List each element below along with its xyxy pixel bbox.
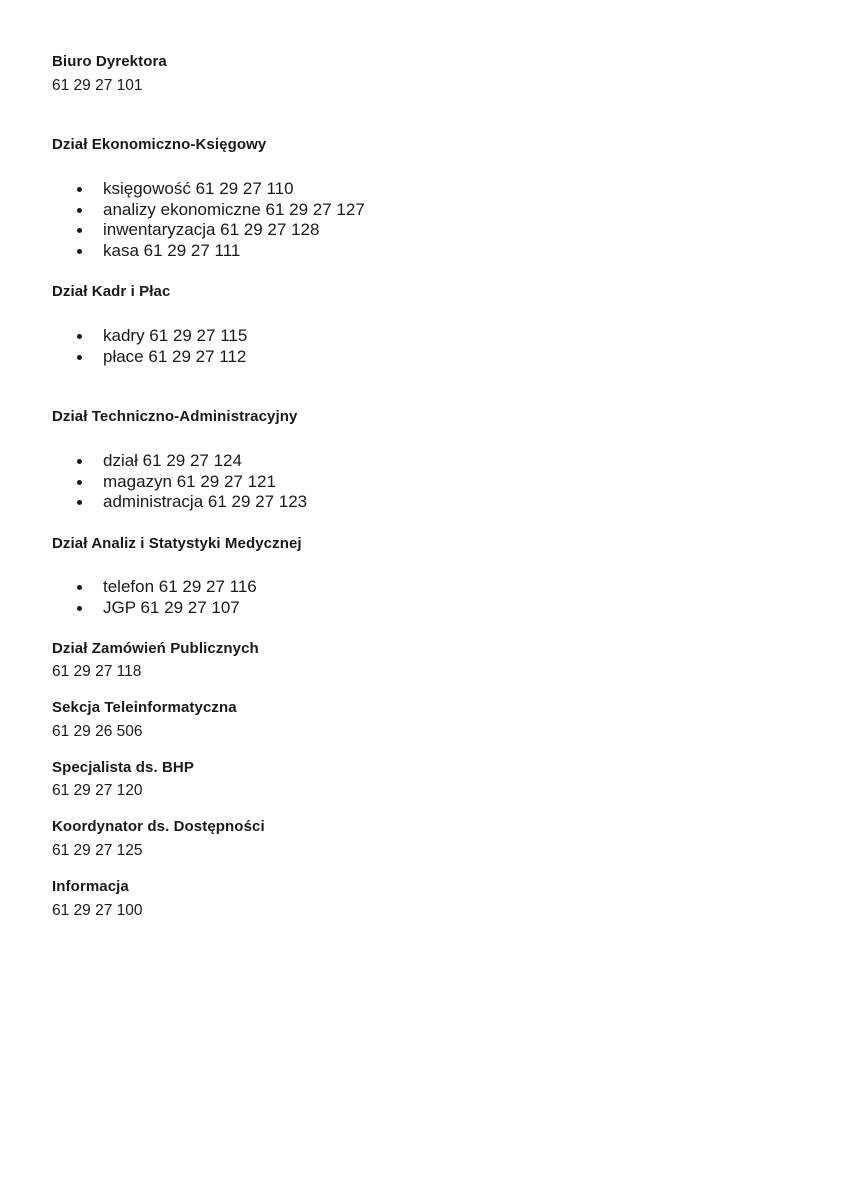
list-item-text: kadry 61 29 27 115 xyxy=(103,326,248,345)
section-heading-kadr-i-plac: Dział Kadr i Płac xyxy=(52,283,171,300)
phone-bhp: 61 29 27 120 xyxy=(52,782,143,799)
bullet-icon xyxy=(77,187,82,192)
section-heading-ekonomiczno-ksiegowy: Dział Ekonomiczno-Księgowy xyxy=(52,136,267,153)
section-heading-teleinformatyczna: Sekcja Teleinformatyczna xyxy=(52,699,237,716)
section-heading-techniczno-administracyjny: Dział Techniczno-Administracyjny xyxy=(52,408,298,425)
bullet-icon xyxy=(77,459,82,464)
phone-dostepnosci: 61 29 27 125 xyxy=(52,842,143,859)
bullet-icon xyxy=(77,480,82,485)
phone-teleinformatyczna: 61 29 26 506 xyxy=(52,723,143,740)
section-heading-biuro-dyrektora: Biuro Dyrektora xyxy=(52,53,167,70)
list-item-text: dział 61 29 27 124 xyxy=(103,451,242,470)
list-item-text: magazyn 61 29 27 121 xyxy=(103,471,276,491)
list-item-text: analizy ekonomiczne 61 29 27 127 xyxy=(103,199,365,219)
bullet-icon xyxy=(77,249,82,254)
bullet-icon xyxy=(77,355,82,360)
bullet-icon xyxy=(77,585,82,590)
section-heading-bhp: Specjalista ds. BHP xyxy=(52,759,194,776)
bullet-icon xyxy=(77,334,82,339)
section-heading-analiz-statystyki: Dział Analiz i Statystyki Medycznej xyxy=(52,535,302,552)
bullet-icon xyxy=(77,606,82,611)
phone-zamowien-publicznych: 61 29 27 118 xyxy=(52,663,142,680)
section-heading-zamowien-publicznych: Dział Zamówień Publicznych xyxy=(52,640,259,657)
phone-biuro-dyrektora: 61 29 27 101 xyxy=(52,77,143,94)
list-item-text: kasa 61 29 27 111 xyxy=(103,240,241,260)
bullet-icon xyxy=(77,208,82,213)
bullet-icon xyxy=(77,500,82,505)
list-item-text: telefon 61 29 27 116 xyxy=(103,577,257,596)
list-item-text: JGP 61 29 27 107 xyxy=(103,597,240,617)
list-item-text: płace 61 29 27 112 xyxy=(103,346,247,366)
phone-informacja: 61 29 27 100 xyxy=(52,902,143,919)
list-item-text: administracja 61 29 27 123 xyxy=(103,492,308,511)
list-item-text: inwentaryzacja 61 29 27 128 xyxy=(103,220,320,239)
section-heading-dostepnosci: Koordynator ds. Dostępności xyxy=(52,818,265,835)
list-item-text: księgowość 61 29 27 110 xyxy=(103,179,294,198)
bullet-icon xyxy=(77,228,82,233)
section-heading-informacja: Informacja xyxy=(52,878,129,895)
